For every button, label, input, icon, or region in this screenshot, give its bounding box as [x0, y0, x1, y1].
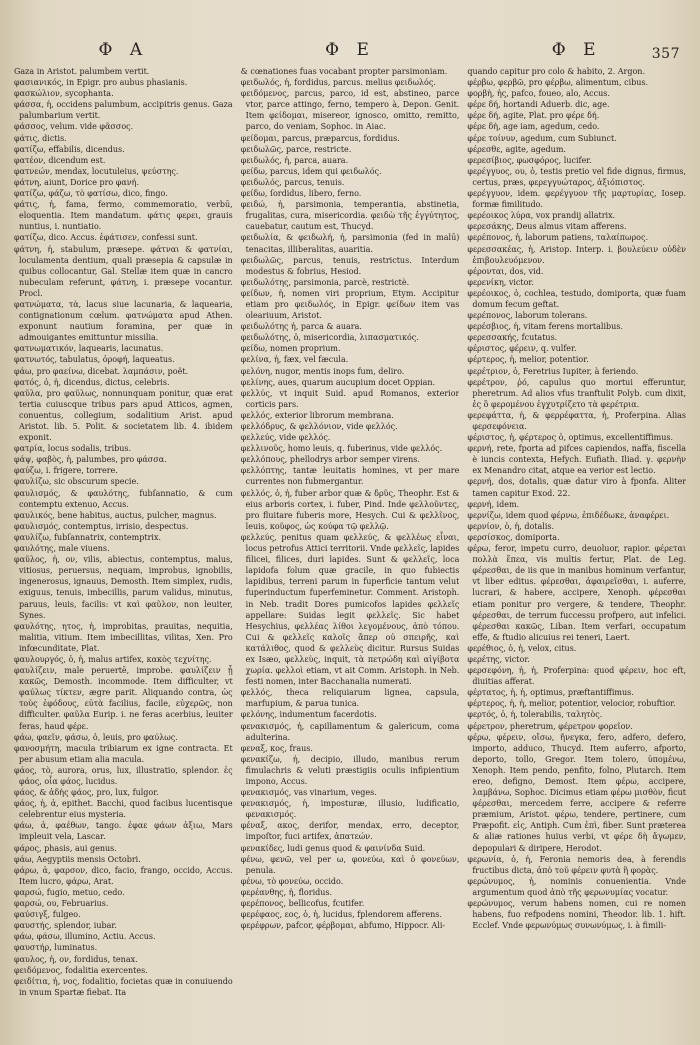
- dictionary-entry: φενακισμός, ἡ, imposturæ, illusio, ludificatio, φενακισμός.: [240, 799, 460, 820]
- dictionary-entry: φαυλίζω, sic obscurum specie.: [14, 477, 139, 487]
- dictionary-entry: φειδωλῶς, parce, restricte.: [240, 144, 352, 154]
- dictionary-entry: φέρβω, φερβῶ, pro φέρβω, alimentum, cibus.: [467, 78, 649, 88]
- dictionary-entry: φερέτρον, ῥό, capulus quo mortui efferuntur, pheretrum. Ad alios vfus tranftulit Polyb. cum dixit, ἐς ὃ φερομένου ἐγχυτρίζετο τὰ φερέτρια.: [467, 377, 687, 409]
- dictionary-entry: φειδωλότης, ὁ, misericordia, λιπασματικός.: [240, 333, 419, 343]
- dictionary-entry: φελλόπτης, tantæ leuitatis homines, vt per mare currentes non fubmergantur.: [240, 466, 460, 487]
- dictionary-entry: φαῦλα, pro φαῦλως, nonnunquam ponitur, quæ erat tertia cuiuscque tribus pars apud Atticos, agmen, conuentus, collegium, sodalitium Arist. apud Aristot. lib. 5. Polit. & societatem lib. 4. ibidem exponit.: [14, 388, 233, 443]
- dictionary-entry: φέρτερος, ἡ, melior, potentior.: [467, 355, 589, 365]
- dictionary-entry: φατνώματα, τὰ, lacus siue lacunaria, & laquearia, contignationum cœlum. φατνώματα apud Athen. exponunt nautium foramina, per quæ in admouigantes emittuntur missilia.: [14, 299, 233, 343]
- dictionary-entry: φειδωλός, parcus, tenuis.: [240, 177, 345, 187]
- dictionary-entry: φερνή, dos, dotalis, quæ datur viro à fponfa. Aliter tamen capitur Exod. 22.: [467, 477, 687, 498]
- dictionary-entry: φειδωλότης ἡ, parca & auara.: [240, 322, 362, 332]
- dictionary-entry: φατέον, dicendum est.: [14, 155, 106, 165]
- entries-list: [14, 66, 233, 998]
- dictionary-entry: φελλόδρυς, & φελλόνιον, vide φελλός.: [240, 422, 398, 431]
- dictionary-entry: φάω, φάσω, illumino, Actiu. Accus.: [14, 932, 156, 942]
- entries-list: [241, 66, 460, 931]
- dictionary-entry: φενακισμός, ἡ, capillamentum & galericum, coma adulterina.: [240, 721, 460, 742]
- dictionary-entry: φερέπονος, ἡ, laborum patiens, ταλαίπωρος.: [467, 233, 649, 243]
- dictionary-entry: φάτνη, ἡ, stabulum, præsepe. φάτναι & φατνίαι, loculamenta dentium, quali præsepia & capsulæ in quibus collocantur, Gal. Stellæ item quæ in cancro nubeculam referunt, φάτνη, i. præsepe vocantur. Procl.: [14, 244, 233, 298]
- dictionary-entry: φέριστος, ἡ, φέρτερος ὁ, optimus, excellentiffimus.: [467, 433, 674, 443]
- dictionary-entry: φάσσος, velum. vide φᾶσσος.: [14, 122, 134, 132]
- dictionary-entry: φέριστος, φέρειν, q. vulfer.: [467, 344, 577, 354]
- dictionary-entry: φερέπονος, bellicofus, fcutifer.: [240, 899, 365, 909]
- dictionary-entry: φενακισμός, vas vinarium, veges.: [240, 788, 377, 798]
- dictionary-entry: φατνωματικόν, laquearis, lacunatus.: [14, 344, 164, 354]
- dictionary-entry: φέρεσθε, agite, agedum.: [467, 144, 566, 154]
- dictionary-entry: φελόνη, nugor, mentis inops fum, deliro.: [240, 366, 405, 376]
- dictionary-entry: φελλεύς, vide φελλός.: [240, 433, 331, 443]
- dictionary-entry: φένω, φενῶ, vel per ω, φονεύω, καὶ ὁ φονεύων, penula.: [240, 854, 460, 875]
- dictionary-entry: φειδωλός, ἡ, fordidus, parcus. melius φειδωλός.: [240, 78, 436, 88]
- dictionary-entry: φερέτριον, ὁ, Feretrius Iupiter, à feriendo.: [467, 366, 639, 376]
- dictionary-entry: φερώνυμος, verum habens nomen, cui re nomen habens, fuo refpodens nomini, Theodor. lib. 1. hift. Ecclef. Vnde φερωνύμως συνωνύμως, i. à fimili-: [467, 899, 687, 931]
- dictionary-entry: φείδω, parcus, idem qui φειδωλός.: [240, 166, 382, 176]
- dictionary-entry: φελλός, ὁ, ἡ, fuber arbor quæ & δρῦς, Theophr. Est & eius arboris cortex, i. fuber, Pind. Inde φελλοῦντες, pro fluitare fuberis more, Hesych. Cui & φελλῖνος, leuis, κοῦφος, ὡς κούφα τῷ φελλῷ.: [240, 488, 460, 531]
- columns-container: [14, 40, 686, 1037]
- dictionary-entry: φαυλος, ἡ, ον, fordidus, tenax.: [14, 954, 138, 964]
- dictionary-entry: φειδώ, ἡ, parsimonia, temperantia, abstinetia, frugalitas, cura, misericordia. φειδὼ τῆς ἐγγύτητος, cauebatur, cautum est, Thucyd.: [240, 200, 460, 232]
- dictionary-entry: φατίζω, effabilis, dicendus.: [14, 144, 125, 154]
- dictionary-entry: φενακίδες, ludi genus quod & φαινίνδα Suid.: [240, 843, 426, 853]
- dictionary-entry: φερεφάττα, ἡ, & φερρέφαττα, ἡ, Proferpina. Alias φερσεφόνεια.: [467, 410, 687, 431]
- dictionary-entry: φέρω, φέρειν, οἴσω, ἤνεγκα, fero, adfero, defero, importo, adduco, Thucyd. Item auferro, afporto, deporto, tollo, Gregor. Item tolero, ὑπομένω, Xenoph. Item pendo, penfito, folno, Plutarch. Item ereo, defigno, Demost. Item φέρω, accipere, λαμβάνω, Sophoc. Dicimus etiam φέρω μισθὸν, ficut φέρεσθαι, mercedem ferre, accipere & referre præmium, Aristot. φέρω, tendere, pertinere, cum Præpofit. εἰς, Antiph. Cum ἐπὶ, fiber. Sunt præterea & aliæ rationes huius verbi, vt φέρε δὴ ἄγωμεν, depopulari & diripere, Herodot.: [467, 732, 687, 853]
- dictionary-entry: φέρε δὴ, age iam, agedum, cedo.: [467, 122, 600, 132]
- dictionary-entry: φαυλίζω, fubſannatrix, contemptrix.: [14, 532, 162, 542]
- dictionary-entry: φερτός, ὁ, ἡ, tolerabilis, ταλητὸς.: [467, 710, 603, 720]
- dictionary-entry: φελίνα, ἡ, fæx, vel fæcula.: [240, 355, 349, 365]
- dictionary-entry: φαυλότης, ητος, ἡ, improbitas, prauitas, nequitia, malitia, vitium. Item imbecillitas, vilitas, Xen. Pro infœcunditate, Plat.: [14, 621, 233, 653]
- dictionary-entry: φερεσσακέας, ἡ, Aristop. Interp. i. βουλεύειν οὐδὲν ἐπιβουλευόμενον.: [467, 244, 687, 265]
- dictionary-entry: φαυλότης, male viuens.: [14, 544, 110, 554]
- dictionary-entry: φερέανθης, ἡ, floridus.: [240, 887, 333, 897]
- dictionary-entry: φελόνης, indumentum facerdotis.: [240, 710, 377, 720]
- dictionary-entry: φερνή, idem.: [467, 499, 520, 509]
- dictionary-entry: φάω, φαεῖν, φάσω, ὁ, leuis, pro φαύλως.: [14, 732, 178, 742]
- dictionary-entry: φερεσίβιος, φωσφόρος, lucifer.: [467, 155, 592, 165]
- dictionary-entry: φάος, τὸ, aurora, orus, lux, illustratio, splendor. ἐς φάος, οἷα φάος, lucidus.: [14, 765, 233, 786]
- dictionary-entry: φερσεφόνη, ἡ, ἡ, Proferpina: quod φέρειν, hoc eft, diuitias afferat.: [467, 666, 687, 687]
- dictionary-entry: φάρος, phasis, aui genus.: [14, 843, 117, 853]
- dictionary-entry: φερενίκη, victor.: [467, 277, 534, 287]
- dictionary-entry: φερέγγυον, idem. φερέγγυον τῆς μαρτυρίας, Iosep. formæ fimilitudo.: [467, 189, 687, 210]
- dictionary-entry: φερωνία, ὁ, ἡ, Feronia nemoris dea, à ferendis fructibus dicta, ἀπὸ τοῦ φέρειν φυτὰ ἢ φορὰς.: [467, 854, 687, 875]
- dictionary-entry: φάρω, ἀ, φαρσον, dico, facio, frango, occido, Accus. Item lucro, φάρω, Arat.: [14, 865, 233, 886]
- dictionary-entry: φένω, τὸ φονεύω, occido.: [240, 876, 344, 886]
- dictionary-entry: φάω, ἀ, φαέθων, tango. ἐφαε φάων ἀξιω, Mars impleuit vela, Lascar.: [14, 821, 233, 842]
- dictionary-entry: φειδωλότης, parsimonia, parcè, restrictè.: [240, 277, 410, 287]
- column-header: Φ Ε: [325, 40, 375, 60]
- dictionary-entry: φερέγγυος, ου, ὁ, testis pretio vel fide dignus, firmus, certus, præs, φερεγγυώταρος, ἀξιόπιστος.: [467, 166, 687, 187]
- dictionary-entry: φάω, Aegyptiis mensis Octobri.: [14, 854, 141, 864]
- dictionary-entry: φείδω, ſordidus, libero, ferno.: [240, 189, 362, 199]
- column-2: [241, 40, 460, 1037]
- dictionary-entry: φάτις, dictis.: [14, 133, 67, 143]
- dictionary-entry: φέρονται, dos, vid.: [467, 266, 544, 276]
- dictionary-entry: φελλύς, vt inquit Suid. apud Romanos, exterior corticis pars.: [240, 388, 460, 409]
- dictionary-entry: φερνίζω, idem quod φέρνω, ἐπιδέδωκε, ἀναφέρει.: [467, 510, 670, 520]
- dictionary-entry: φαύσιγξ, fulgeo.: [14, 910, 81, 920]
- dictionary-entry: φατνωτός, tabulatus, ὀροφή, laqueatus.: [14, 355, 175, 365]
- page-number: 357: [651, 46, 680, 62]
- dictionary-entry: φερεσάκης, Deus almus vitam afferens.: [467, 222, 627, 232]
- dictionary-entry: φελλεύς, penitus quam φελλεύς, & φελλέως εἶναι, locus petrofus Attici territorii. Vnde φελλεῖς, lapides filicei, filices, duri lapides. Sunt & φελλεῖς, loca lapidofa folum quæ gracile, in quo fubiectis lapidibus, terreni parum in fuperficie tantum velut fuperinductum fuperfeminetur. Comment. Aristoph. in Neb. tradit Dores pumicofos lapides φελλεῖς appellare: Suidas legit φελλεῖς. Sic habet Hesychius, φελλέας λίθοι λεγομένους, ἀπὸ τόπου. Cui & φελλεῖς καλοῖς ἄπερ οὐ σπειρῆς, καὶ κατάλιθος, quod & φελλεὺς dicitur. Rursus Suidas ex Isæo, φελλεὺς, inquit, τὰ πετρώδη καὶ αἰγίβοτα χωρία. φελλοὶ etiam, vt ait Comm. Aristoph. in Neb. festi nomen, inter Bacchanalia numerati.: [240, 532, 460, 687]
- dictionary-entry: φασκώλιον, sycophanta.: [14, 89, 114, 99]
- dictionary-entry: φάος, & ἀδὴς φάος, pro, lux, fulgor.: [14, 788, 159, 798]
- dictionary-entry: φορβὴ, ἡς, pafco, foueo, alo, Accus.: [467, 89, 610, 99]
- dictionary-entry: φεναξ, κος, fraus.: [240, 743, 313, 753]
- dictionary-entry: φειδωλός, ἡ, parca, auara.: [240, 155, 349, 165]
- dictionary-entry: φερέτης, victor.: [467, 654, 530, 664]
- dictionary-entry: φείδων, ἡ, nomen viri proprium, Etym. Accipitur etiam pro φειδωλός, in Epigr. φείδων item vas oleariuum, Aristot.: [240, 288, 460, 321]
- dictionary-entry: φερσίσκος, domiporta.: [467, 532, 560, 542]
- dictionary-entry: & cœnationes fuas vocabant propter parsimoniam.: [240, 67, 448, 76]
- dictionary-entry: φείδω, nomen proprium.: [240, 344, 341, 354]
- dictionary-entry: φερνή, rete, fporta ad pifces capiendos, naffa, fiscella è iuncis contexta, Hefych. Eufiath. Iliad. γ. φερνὴν ex Menandro citat, atque ea verior est lectio.: [467, 444, 687, 476]
- dictionary-entry: φατός, ὁ, ἡ, dicendus, dictus, celebris.: [14, 377, 170, 387]
- column-3: [467, 40, 686, 1037]
- dictionary-entry: φαυλισμός, contemptus, irrisio, despectus.: [14, 521, 189, 531]
- dictionary-entry: φαρσώ, ου, Februarius.: [14, 899, 109, 909]
- dictionary-entry: quando capitur pro colo & habito, 2. Argon.: [467, 67, 645, 76]
- dictionary-entry: Gaza in Aristot. palumbem vertit.: [14, 67, 150, 76]
- dictionary-entry: φατίζω, φάζω, τὸ φατίσω, dico, fingo.: [14, 189, 168, 199]
- dictionary-entry: φαυστήρ, luminatus.: [14, 943, 98, 953]
- dictionary-entry: φέρε τοίνυν, agedum, cum Subiunct.: [467, 133, 617, 143]
- dictionary-entry: φειδίτια, ἡ, νος, fodalitio, focietas quæ in conuiuendo in vnum Spartæ fiebat. Ita: [14, 976, 233, 997]
- dictionary-entry: φατνεών, mendax, locutuleius, ψεύστης.: [14, 166, 179, 176]
- dictionary-entry: φερεσσακής, fcutatus.: [467, 333, 558, 343]
- dictionary-entry: φατίζω, dico. Accus. ἐφάτισεν, confessi sunt.: [14, 233, 198, 243]
- dictionary-entry: φαρσώ, fugio, metuo, cedo.: [14, 887, 125, 897]
- dictionary-entry: φανοσμήτη, macula tribiarum ex igne contracta. Et per abusum etiam alia macula.: [14, 743, 233, 764]
- dictionary-entry: φειδωλῶς, parcus, tenuis, restrictus. Interdum modestus & fobrius, Hesiod.: [240, 255, 460, 276]
- dictionary-entry: φατρία, locus sodalis, tribus.: [14, 444, 132, 454]
- dictionary-entry: φειδωλία, & φειδωλή, ἡ, parsimonia (fed in malū) tenacitas, illiberalitas, auaritia.: [240, 233, 460, 254]
- column-header: Φ Ε: [551, 40, 602, 60]
- dictionary-entry: φαυλουργός, ὁ, ἡ, malus artifex, κακὸς τεχνίτης.: [14, 654, 212, 664]
- column-header: Φ Α: [98, 40, 149, 60]
- entries-list: [467, 66, 686, 931]
- dictionary-entry: φερνίον, ὁ, ἡ, dotalis.: [467, 521, 555, 531]
- dictionary-entry: φείδομαι, parcus, præparcus, fordidus.: [240, 133, 400, 143]
- column-1: [14, 40, 233, 1037]
- dictionary-entry: φελλόπους, phellodrys arbor semper virens.: [240, 455, 420, 465]
- dictionary-entry: φέρτατος, ἡ, ἡ, optimus, præftantiffimus.: [467, 688, 634, 698]
- dictionary-entry: φαύζω, i. frigere, torrere.: [14, 466, 118, 476]
- dictionary-entry: φερέπονος, laborum tolerans.: [467, 311, 588, 321]
- dictionary-entry: φερέοικος λύρα, vox prandij allatrix.: [467, 211, 616, 221]
- dictionary-entry: φάσσα, ἡ, occidens palumbum, accipitris genus. Gaza palumbarium vertit.: [14, 100, 233, 121]
- dictionary-entry: φενακίζω, ἡ, decipio, illudo, manibus rerum fimulachris & veluti præstigiis oculis infipientium impono, Accus.: [240, 754, 460, 786]
- dictionary-entry: φαυλικός, bene habitus, auctus, pulcher, magnus.: [14, 510, 217, 520]
- dictionary-entry: φειδόμενος, fodalitia exercentes.: [14, 965, 148, 975]
- dictionary-entry: φαυλίζειν, male peruertē, improbe. φαυλίζειν ᾗ κακῶς, Demosth. incommode. Item difficulter, vt φαύλως τίκτεν, ægre parit. Aliquando contra, ὡς τοὺς ἐφόδους, εὐτὰ facilius, facile, εὐχερῶς, non difficulter. φαῦλα Eurip. i. ne feras acerbius, leuiter feras, haud φέρε.: [14, 666, 233, 731]
- dictionary-entry: φερέφρων, pafcor, φέρβομαι, abfumo, Hippocr. Ali-: [240, 921, 446, 931]
- dictionary-entry: φέρε δή, agite, Plat. pro φέρε δή.: [467, 111, 600, 121]
- dictionary-entry: φέρετρον, pheretrum, φέρετρον φορεῖον.: [467, 721, 633, 731]
- dictionary-entry: φερώνυμος, ἡ, nominis conuenientia. Vnde argumentum quod ἀπὸ τῆς φερωνυμίας vocatur.: [467, 876, 687, 897]
- dictionary-entry: φαυλισμός, & φαυλότης, fubſannatio, & cum contemptu extenuo, Accus.: [14, 488, 233, 509]
- dictionary-entry: φειδόμενος, parcus, parco, id est, abstineo, parce vtor, parce attingo, ferno, tempero à, Depon. Genit. Item φείδομαι, misereor, ignosco, omitto, remitto, parco, do veniam, Sophoc. in Aiac.: [240, 89, 460, 132]
- dictionary-entry: φαυστής, splendor, iubar.: [14, 921, 117, 931]
- dictionary-entry: φελλός, exterior librorum membrana.: [240, 410, 394, 420]
- dictionary-entry: φελλινοῦς, homo leuis, q. fuberinus, vide φελλός.: [240, 444, 443, 454]
- dictionary-entry: φάω, pro φαείνω, dicebat. λαμπάσιν, poët.: [14, 366, 189, 376]
- dictionary-entry: φελίνης, aues, quarum aucupium docet Oppian.: [240, 377, 436, 387]
- dictionary-entry: φάψ, φαβὸς, ἡ, palumbes, pro φάσσα.: [14, 455, 167, 465]
- dictionary-entry: φάος, ἡ, ἀ, epithet. Bacchi, quod facibus lucentisque celebrentur eius mysteria.: [14, 799, 233, 820]
- dictionary-entry: φερέφαος, εος, ὁ, ἡ, lucidus, fplendorem afferens.: [240, 910, 442, 920]
- dictionary-entry: φάτις, ἡ, fama, fermo, commemoratio, verbū, eloquentia. Item mandatum. φάτις φερει, grauis nuntius, i. nuntiatio.: [14, 200, 233, 232]
- dictionary-entry: φέρω, feror, impetu curro, deuoluor, rapior. φέρεται πολλὰ ἔπεα, vis multis fertur, Plat. de Leg. φέρεσθαι, de iis que in manibus hominum verfantur, vt liber editus. φέρεσθαι, ἀφαιρεῖσθαι, i. auferre, lucrari, & habere, accipere, Xenoph. φέρεσθαι etiam ponitur pro vergere, & tendere, Theophr. φέρεσθαι, de terrum fuccessu profpero, aut infelici. φέρεσθαι κακῶς, Liban. Item verfari, occupatum effe, & ftudio alicuius rei teneri, Laert.: [467, 544, 687, 642]
- dictionary-entry: φέναξ, ακος, derifor, mendax, erro, deceptor, impoſtor, fuci artifex, ἀπατεών.: [240, 821, 460, 842]
- dictionary-entry: φέρτερος, ἡ, ἡ, melior, potentior, velocior, robuftior.: [467, 699, 676, 709]
- dictionary-entry: φαῦλος, ἡ, ον, vilis, abiectus, contemptus, malus, vitiosus, peruersus, nequam, improbus, ignobilis, ingenerosus, ignauus, Demosth. Item simplex, rudis, exiguus, tenuis, imbecillis, parum validus, minutus, paruus, leuis, facilis: vt καὶ φαῦλον, non leuiter, Synes.: [14, 555, 233, 620]
- dictionary-entry: φάτνη, aiunt, Dorice pro φανή.: [14, 177, 139, 187]
- dictionary-entry: φέρε δή, hortandi Aduerb. dic, age.: [467, 100, 610, 110]
- dictionary-entry: φερέοικος, ὁ, cochlea, testudo, domiporta, quæ fuam domum fecum geftat.: [467, 288, 687, 309]
- dictionary-entry: φερέσβιος, ἡ, vitam ferens mortalibus.: [467, 322, 623, 332]
- dictionary-entry: φερέθιος, ὁ, ἡ, velox, citus.: [467, 643, 577, 653]
- dictionary-entry: φελλός, theca reliquiarum lignea, capsula, marfupium, & parua tunica.: [240, 688, 460, 709]
- dictionary-entry: φασιανικός, in Epigr. pro aubus phasianis.: [14, 78, 188, 88]
